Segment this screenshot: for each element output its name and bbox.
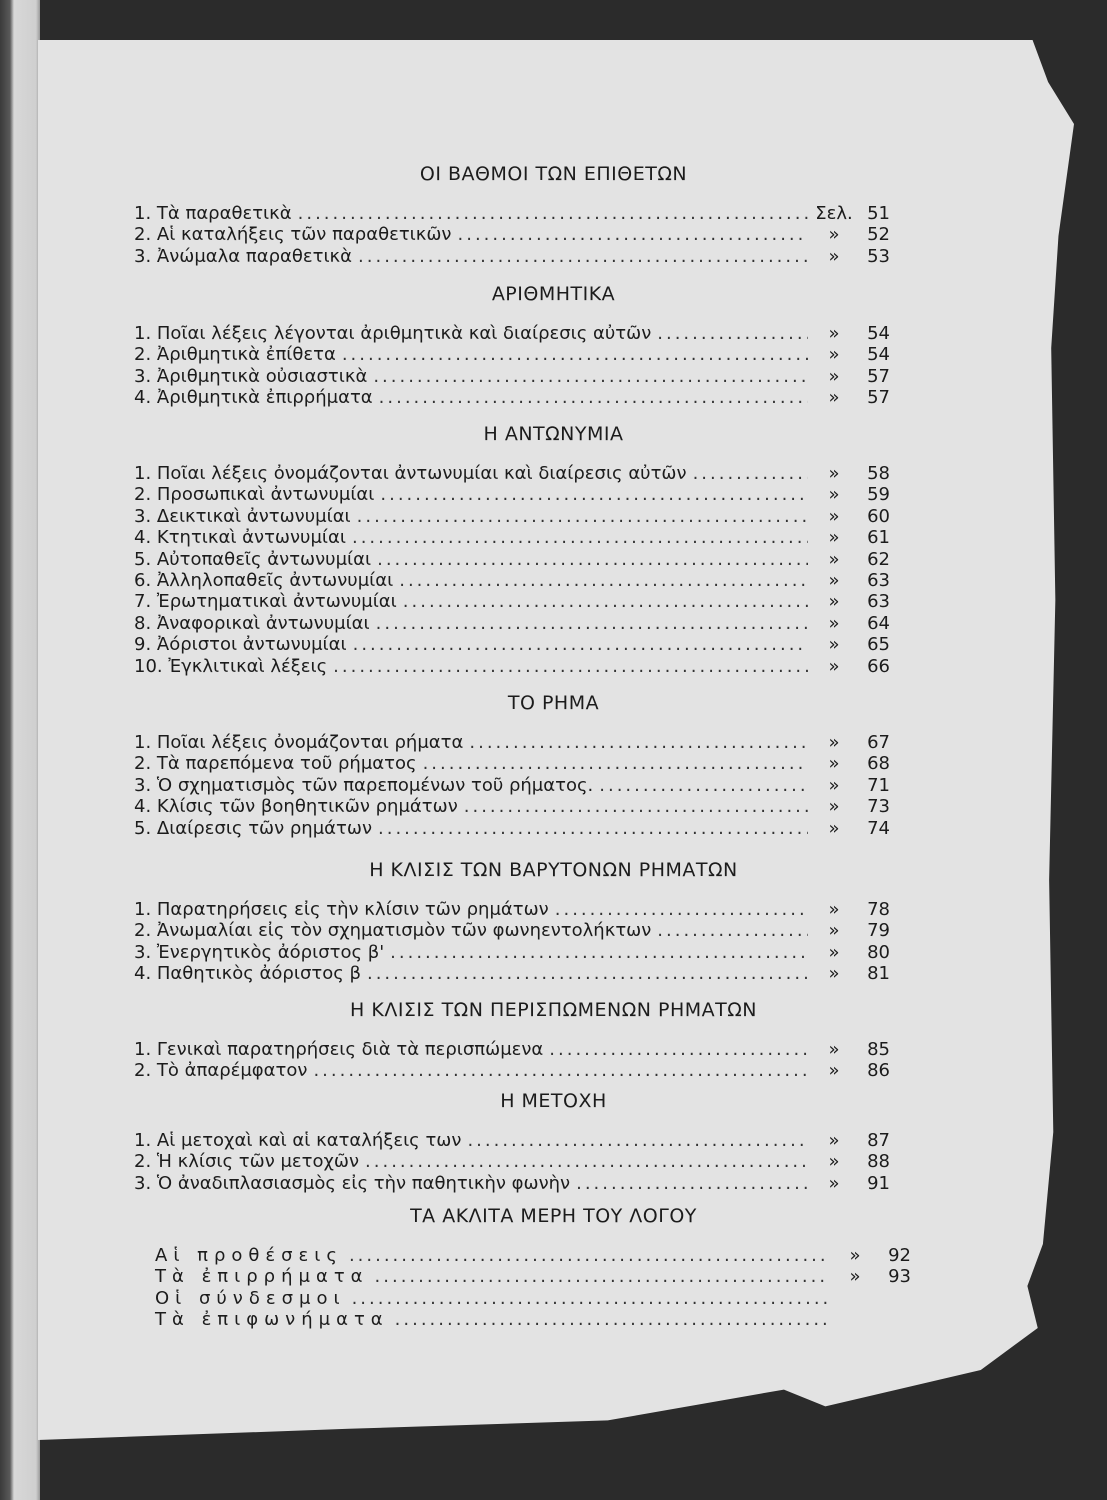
- page-number: 93: [888, 1266, 911, 1288]
- page-marker: »: [828, 505, 840, 527]
- page-marker: »: [828, 732, 840, 753]
- page-number: 68: [867, 753, 890, 775]
- page-number: 54: [867, 323, 890, 344]
- entry-label: 10. Ἐγκλιτικαὶ λέξεις: [134, 655, 328, 677]
- toc-entry: [134, 613, 890, 635]
- page-number: 60: [867, 505, 890, 527]
- toc-entry: [155, 1266, 911, 1288]
- entry-label: 6. Ἀλληλοπαθεῖς ἀντωνυμίαι: [134, 570, 394, 591]
- toc-entry: [134, 344, 890, 366]
- dot-leader: [378, 818, 808, 840]
- toc-entry: [134, 796, 890, 818]
- entry-label: 2. Ἡ κλίσις τῶν μετοχῶν: [134, 1151, 360, 1173]
- section-heading: Η ΑΝΤΩΝΥΜΙΑ: [483, 423, 624, 445]
- toc-entry: [134, 387, 890, 409]
- entry-label: 5. Διαίρεσις τῶν ρημάτων: [134, 817, 372, 839]
- toc-entry: [134, 753, 890, 775]
- page-marker: »: [828, 774, 840, 796]
- entry-label: 2. Τὸ ἀπαρέμφατον: [134, 1060, 308, 1082]
- dot-leader: [352, 1288, 829, 1310]
- section-heading: Η ΚΛΙΣΙΣ ΤΩΝ ΒΑΡΥΤΟΝΩΝ ΡΗΜΑΤΩΝ: [369, 859, 738, 881]
- toc-entry: [134, 246, 890, 268]
- dot-leader: [367, 963, 808, 985]
- dot-leader: [342, 344, 808, 366]
- page-marker: »: [849, 1245, 861, 1266]
- dot-leader: [375, 1266, 829, 1288]
- dot-leader: [599, 775, 808, 797]
- toc-entry: [134, 570, 890, 592]
- page-marker: »: [828, 817, 840, 839]
- dot-leader: [423, 753, 808, 775]
- page-number: 73: [867, 796, 890, 818]
- entry-label: 2. Ἀνωμαλίαι εἰς τὸν σχηματισμὸν τῶν φωνηεντολήκτων: [134, 920, 652, 942]
- page-marker: »: [828, 963, 840, 985]
- dot-leader: [549, 1039, 808, 1061]
- page-number: 64: [867, 612, 890, 634]
- dot-leader: [357, 506, 808, 528]
- toc-entry: [134, 203, 890, 225]
- toc-entry: [155, 1245, 911, 1267]
- section-heading: Η ΚΛΙΣΙΣ ΤΩΝ ΠΕΡΙΣΠΩΜΕΝΩΝ ΡΗΜΑΤΩΝ: [350, 999, 757, 1021]
- toc-entry: [134, 818, 890, 840]
- section-heading: ΟΙ ΒΑΘΜΟΙ ΤΩΝ ΕΠΙΘΕΤΩΝ: [419, 163, 688, 185]
- dot-leader: [576, 1173, 808, 1195]
- dot-leader: [467, 1130, 808, 1152]
- page-number: 57: [867, 387, 890, 409]
- section-heading: ΤΟ ΡΗΜΑ: [507, 692, 600, 714]
- entry-label: Αἱ προθέσεις: [155, 1245, 343, 1266]
- entry-label: 5. Αὐτοπαθεῖς ἀντωνυμίαι: [134, 548, 372, 570]
- dot-leader: [379, 387, 808, 409]
- toc-entry: [155, 1288, 911, 1310]
- dot-leader: [469, 732, 808, 754]
- toc-entry: [134, 656, 890, 678]
- entry-label: 8. Ἀναφορικαὶ ἀντωνυμίαι: [134, 612, 370, 634]
- entry-label: 3. Ἀριθμητικὰ οὐσιαστικὰ: [134, 365, 368, 387]
- dot-leader: [693, 463, 808, 485]
- page-marker: »: [828, 612, 840, 634]
- entry-label: 2. Ἀριθμητικὰ ἐπίθετα: [134, 344, 336, 366]
- dot-leader: [399, 570, 808, 592]
- page-number: 62: [867, 548, 890, 570]
- toc-entry: [134, 591, 890, 613]
- page-marker: »: [828, 463, 840, 484]
- dot-leader: [380, 484, 808, 506]
- page-number: 86: [867, 1060, 890, 1082]
- page-marker: »: [828, 1130, 840, 1151]
- dot-leader: [555, 899, 808, 921]
- page-number: 51: [867, 203, 890, 224]
- entry-label: 4. Κλίσις τῶν βοηθητικῶν ρημάτων: [134, 796, 458, 818]
- section-heading: ΑΡΙΘΜΗΤΙΚΑ: [491, 283, 616, 305]
- dot-leader: [395, 1309, 829, 1331]
- toc-entry: [134, 1130, 890, 1152]
- toc-entry: [134, 942, 890, 964]
- page-marker: »: [828, 548, 840, 570]
- dot-leader: [333, 656, 808, 678]
- page-number: 78: [867, 899, 890, 920]
- page-marker: »: [828, 570, 840, 591]
- dot-leader: [352, 527, 808, 549]
- entry-label: 1. Γενικαὶ παρατηρήσεις διὰ τὰ περισπώμενα: [134, 1039, 544, 1060]
- page-marker: »: [828, 753, 840, 775]
- page-number: 65: [867, 634, 890, 656]
- page-number: 61: [867, 527, 890, 549]
- page-number: 57: [867, 365, 890, 387]
- toc-entry: [134, 732, 890, 754]
- entry-label: 3. Ὁ σχηματισμὸς τῶν παρεπομένων τοῦ ρήματος.: [134, 774, 594, 796]
- dot-leader: [349, 1245, 829, 1267]
- entry-label: 9. Ἀόριστοι ἀντωνυμίαι: [134, 634, 347, 656]
- toc-entry: [134, 549, 890, 571]
- page-number: 67: [867, 732, 890, 753]
- page-number: 58: [867, 463, 890, 484]
- entry-label: 3. Ἀνώμαλα παραθετικὰ: [134, 245, 353, 267]
- toc-entry: [134, 527, 890, 549]
- entry-label: 1. Αἱ μετοχαὶ καὶ αἱ καταλήξεις των: [134, 1130, 462, 1151]
- page-number: 54: [867, 344, 890, 366]
- page-marker: »: [828, 387, 840, 409]
- page-marker: »: [828, 1151, 840, 1173]
- entry-label: 4. Παθητικὸς ἀόριστος β: [134, 963, 361, 985]
- page-number: 80: [867, 941, 890, 963]
- toc-entry: [134, 323, 890, 345]
- page-number: 92: [888, 1245, 911, 1266]
- toc-entry: [134, 366, 890, 388]
- toc-entry: [134, 634, 890, 656]
- page-number: 91: [867, 1172, 890, 1194]
- page-marker: »: [828, 484, 840, 506]
- toc-entry: [155, 1309, 911, 1331]
- page-marker: »: [828, 344, 840, 366]
- entry-label: 2. Προσωπικαὶ ἀντωνυμίαι: [134, 484, 375, 506]
- toc-entry: [134, 463, 890, 485]
- toc-entry: [134, 963, 890, 985]
- dot-leader: [365, 1151, 808, 1173]
- entry-label: Τὰ ἐπιρρήματα: [155, 1266, 369, 1288]
- page-number: 66: [867, 655, 890, 677]
- toc-entry: [134, 899, 890, 921]
- dot-leader: [377, 549, 808, 571]
- page-marker: »: [828, 224, 840, 246]
- page-marker: Σελ.: [815, 203, 853, 224]
- dot-leader: [657, 920, 808, 942]
- section-heading: Η ΜΕΤΟΧΗ: [500, 1090, 607, 1112]
- entry-label: 1. Ποῖαι λέξεις λέγονται ἀριθμητικὰ καὶ διαίρεσις αὐτῶν: [134, 323, 652, 344]
- entry-label: 1. Παρατηρήσεις εἰς τὴν κλίσιν τῶν ρημάτων: [134, 899, 549, 920]
- dot-leader: [298, 203, 808, 225]
- dot-leader: [376, 613, 808, 635]
- page-marker: »: [828, 1172, 840, 1194]
- entry-label: 3. Δεικτικαὶ ἀντωνυμίαι: [134, 505, 351, 527]
- page-marker: »: [828, 655, 840, 677]
- section-heading: ΤΑ ΑΚΛΙΤΑ ΜΕΡΗ ΤΟΥ ΛΟΓΟΥ: [410, 1205, 697, 1227]
- page-marker: »: [849, 1266, 861, 1288]
- page-number: 88: [867, 1151, 890, 1173]
- page-number: 87: [867, 1130, 890, 1151]
- entry-label: 2. Τὰ παρεπόμενα τοῦ ρήματος: [134, 753, 417, 775]
- page-marker: »: [828, 1039, 840, 1060]
- dot-leader: [390, 942, 808, 964]
- page-number: 85: [867, 1039, 890, 1060]
- page-marker: »: [828, 941, 840, 963]
- entry-label: 2. Αἱ καταλήξεις τῶν παραθετικῶν: [134, 224, 452, 246]
- page-marker: »: [828, 899, 840, 920]
- dot-leader: [373, 366, 808, 388]
- entry-label: 3. Ὁ ἀναδιπλασιασμὸς εἰς τὴν παθητικὴν φωνὴν: [134, 1172, 571, 1194]
- toc-entry: [134, 775, 890, 797]
- page-marker: »: [828, 796, 840, 818]
- entry-label: 4. Ἀριθμητικὰ ἐπιρρήματα: [134, 387, 373, 409]
- dot-leader: [464, 796, 808, 818]
- dot-leader: [353, 634, 808, 656]
- page-marker: »: [828, 634, 840, 656]
- entry-label: Οἱ σύνδεσμοι: [155, 1287, 346, 1309]
- toc-entry: [134, 224, 890, 246]
- page-marker: »: [828, 1060, 840, 1082]
- dot-leader: [458, 224, 809, 246]
- dot-leader: [358, 246, 808, 268]
- toc-entry: [134, 484, 890, 506]
- toc-entry: [134, 1151, 890, 1173]
- entry-label: 1. Τὰ παραθετικὰ: [134, 203, 292, 224]
- entry-label: 7. Ἐρωτηματικαὶ ἀντωνυμίαι: [134, 591, 397, 613]
- page-marker: »: [828, 920, 840, 942]
- toc-entry: [134, 920, 890, 942]
- page-number: 52: [867, 224, 890, 246]
- entry-label: Τὰ ἐπιφωνήματα: [155, 1309, 389, 1331]
- page-number: 81: [867, 963, 890, 985]
- page-number: 59: [867, 484, 890, 506]
- page-number: 53: [867, 245, 890, 267]
- toc-entry: [134, 1060, 890, 1082]
- page-marker: »: [828, 527, 840, 549]
- page-number: 74: [867, 817, 890, 839]
- page-number: 63: [867, 591, 890, 613]
- page-number: 79: [867, 920, 890, 942]
- toc-entry: [134, 506, 890, 528]
- page-marker: »: [828, 365, 840, 387]
- dot-leader: [403, 591, 808, 613]
- entry-label: 3. Ἐνεργητικὸς ἀόριστος β': [134, 941, 385, 963]
- entry-label: 1. Ποῖαι λέξεις ὀνομάζονται ἀντωνυμίαι καὶ διαίρεσις αὐτῶν: [134, 463, 687, 484]
- page-marker: »: [828, 591, 840, 613]
- toc-entry: [134, 1039, 890, 1061]
- dot-leader: [313, 1060, 808, 1082]
- dot-leader: [657, 323, 808, 345]
- page-marker: »: [828, 245, 840, 267]
- page-marker: »: [828, 323, 840, 344]
- page-number: 63: [867, 570, 890, 591]
- entry-label: 1. Ποῖαι λέξεις ὀνομάζονται ρήματα: [134, 732, 464, 753]
- toc-entry: [134, 1173, 890, 1195]
- page-number: 71: [867, 774, 890, 796]
- entry-label: 4. Κτητικαὶ ἀντωνυμίαι: [134, 527, 346, 549]
